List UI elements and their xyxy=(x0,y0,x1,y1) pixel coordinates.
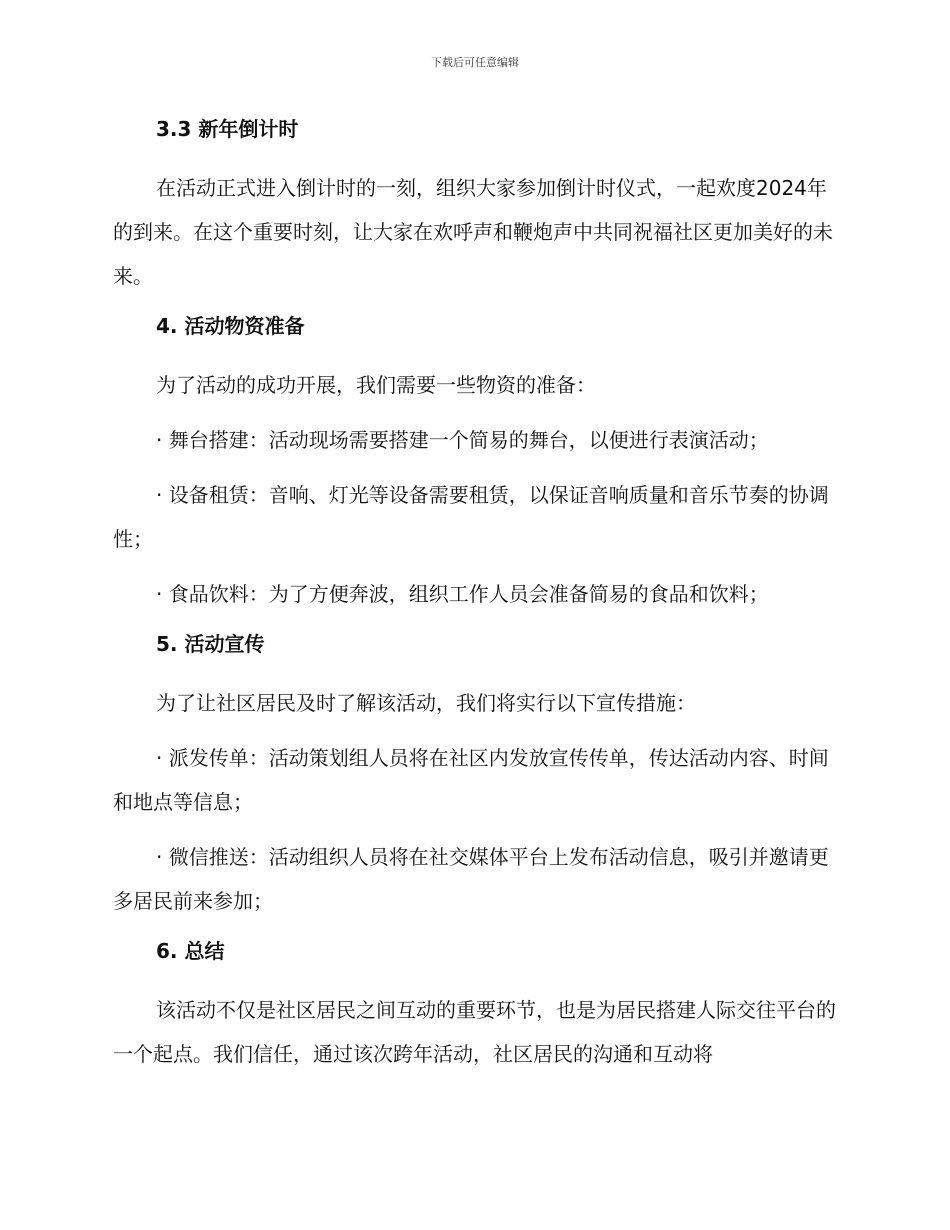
publicity-intro: 为了让社区居民及时了解该活动，我们将实行以下宣传措施： xyxy=(156,691,696,715)
section-heading-countdown: 3.3 新年倒计时 xyxy=(156,117,299,141)
page-header-note: 下载后可任意编辑 xyxy=(431,56,519,69)
countdown-paragraph: 在活动正式进入倒计时的一刻，组织大家参加倒计时仪式，一起欢度2024年的到来。在这个重要时刻，让大家在欢呼声和鞭炮声中共同祝福社区更加美好的未来。 xyxy=(113,176,833,288)
section-heading-materials: 4. 活动物资准备 xyxy=(156,314,305,338)
summary-paragraph: 该活动不仅是社区居民之间互动的重要环节，也是为居民搭建人际交往平台的一个起点。我们信任，通过该次跨年活动，社区居民的沟通和互动将 xyxy=(113,998,836,1066)
materials-item-equipment: · 设备租赁：音响、灯光等设备需要租赁，以保证音响质量和音乐节奏的协调性； xyxy=(113,483,829,551)
publicity-item-flyers: · 派发传单：活动策划组人员将在社区内发放宣传传单，传达活动内容、时间和地点等信息； xyxy=(113,746,829,814)
section-heading-summary: 6. 总结 xyxy=(156,939,225,963)
section-heading-publicity: 5. 活动宣传 xyxy=(156,632,265,656)
document-body xyxy=(113,112,843,1087)
materials-item-stage: · 舞台搭建：活动现场需要搭建一个简易的舞台，以便进行表演活动； xyxy=(156,428,769,452)
publicity-item-wechat: · 微信推送：活动组织人员将在社交媒体平台上发布活动信息，吸引并邀请更多居民前来参加； xyxy=(113,845,829,913)
materials-item-food: · 食品饮料：为了方便奔波，组织工作人员会准备简易的食品和饮料； xyxy=(156,582,769,606)
materials-intro: 为了活动的成功开展，我们需要一些物资的准备： xyxy=(156,373,596,397)
